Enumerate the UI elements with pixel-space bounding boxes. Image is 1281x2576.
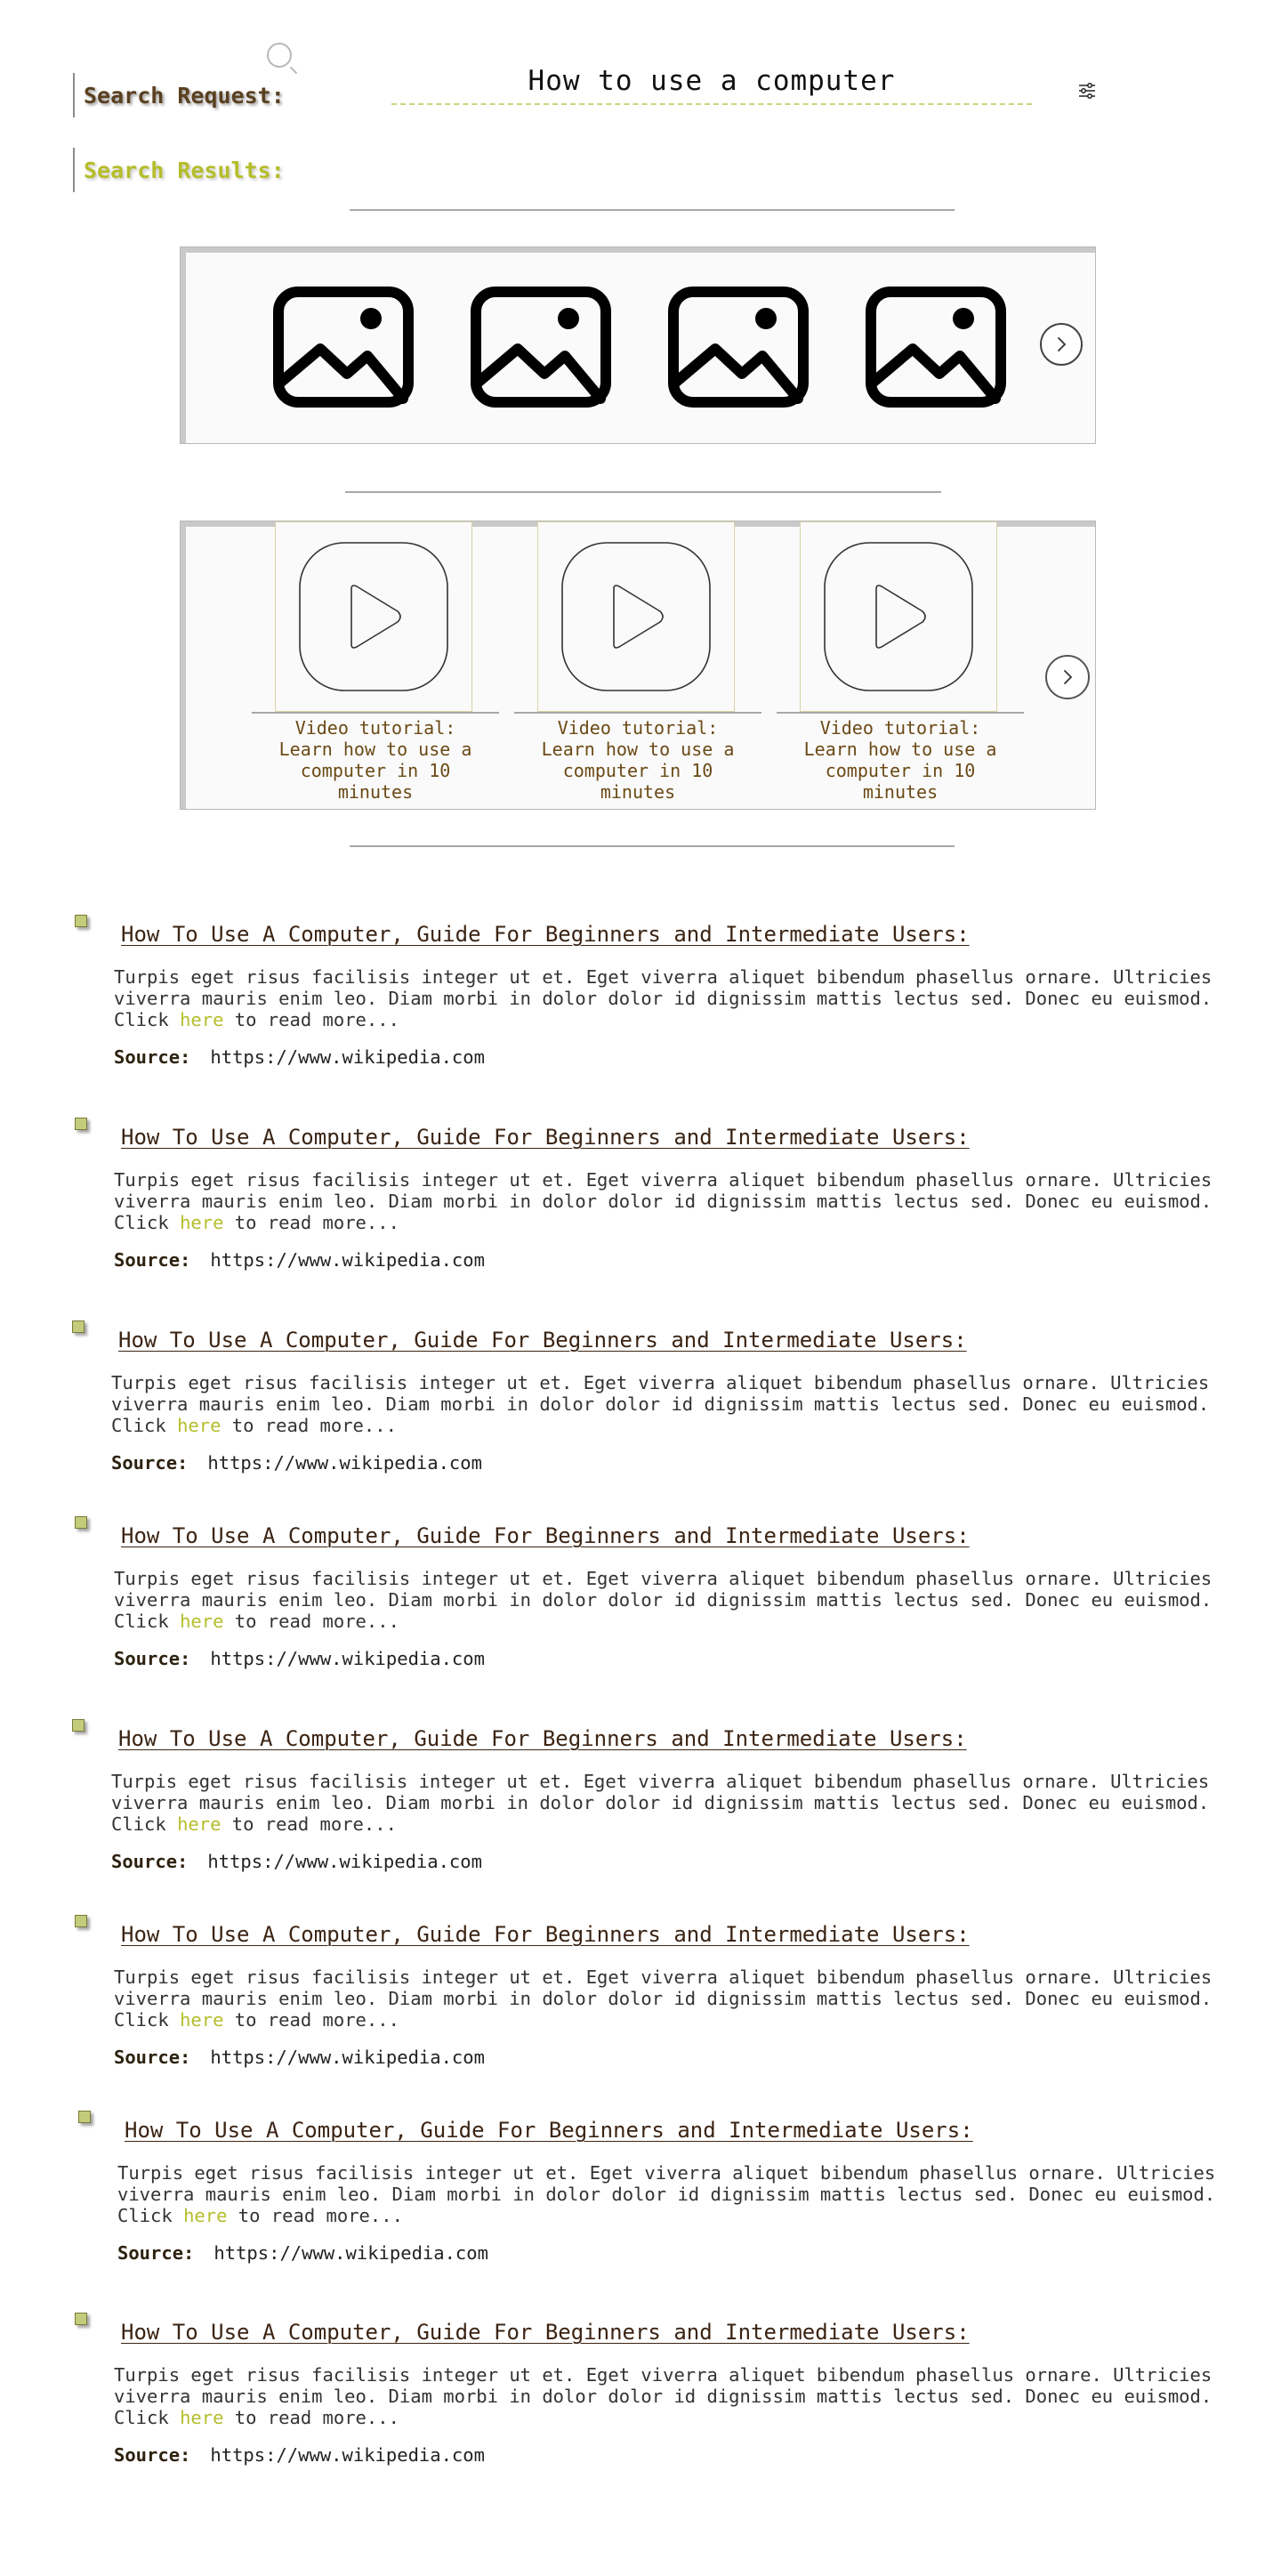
video-thumbnail[interactable] bbox=[275, 521, 472, 712]
source-label: Source: bbox=[111, 1851, 189, 1872]
result-description bbox=[114, 2364, 1235, 2428]
search-result bbox=[72, 1719, 1229, 1872]
result-desc-text: Turpis eget risus facilisis integer ut et. Eget viverra aliquet bibendum phasellus ornare. Ultricies viverra mauris enim leo. Diam morbi in dolor dolor id dignissim mattis lectus sed. Donec eu euismod. Click bbox=[117, 2162, 1216, 2226]
source-url[interactable]: https://www.wikipedia.com bbox=[210, 2444, 485, 2466]
result-source bbox=[114, 1648, 1231, 1669]
result-desc-text: Turpis eget risus facilisis integer ut et. Eget viverra aliquet bibendum phasellus ornare. Ultricies viverra mauris enim leo. Diam morbi in dolor dolor id dignissim mattis lectus sed. Donec eu euismod. Click bbox=[111, 1372, 1210, 1436]
play-icon bbox=[298, 541, 449, 692]
search-result bbox=[78, 2111, 1235, 2264]
chevron-right-icon bbox=[1054, 336, 1068, 352]
source-url[interactable]: https://www.wikipedia.com bbox=[214, 2242, 488, 2264]
result-description bbox=[111, 1372, 1232, 1436]
bullet-icon bbox=[75, 1516, 87, 1529]
result-source bbox=[114, 1249, 1231, 1271]
result-desc-tail: to read more... bbox=[223, 1611, 399, 1632]
play-icon bbox=[560, 541, 712, 692]
video-card[interactable] bbox=[777, 521, 1024, 803]
read-more-link[interactable]: here bbox=[180, 1212, 224, 1233]
result-desc-tail: to read more... bbox=[221, 1813, 397, 1835]
source-url[interactable]: https://www.wikipedia.com bbox=[207, 1851, 482, 1872]
search-result bbox=[75, 915, 1231, 1068]
divider bbox=[350, 209, 955, 211]
video-card[interactable] bbox=[252, 521, 499, 803]
source-url[interactable]: https://www.wikipedia.com bbox=[207, 1452, 482, 1474]
image-thumbnail[interactable] bbox=[864, 285, 1008, 409]
image-icon bbox=[271, 285, 415, 409]
video-card[interactable] bbox=[514, 521, 761, 803]
result-source bbox=[114, 1046, 1231, 1068]
bullet-icon bbox=[75, 1915, 87, 1927]
result-desc-text: Turpis eget risus facilisis integer ut et. Eget viverra aliquet bibendum phasellus ornare. Ultricies viverra mauris enim leo. Diam morbi in dolor dolor id dignissim mattis lectus sed. Donec eu euismod. Click bbox=[114, 1568, 1213, 1632]
read-more-link[interactable]: here bbox=[177, 1415, 222, 1436]
chevron-right-icon bbox=[1060, 669, 1075, 685]
search-icon bbox=[267, 43, 292, 68]
result-desc-text: Turpis eget risus facilisis integer ut et. Eget viverra aliquet bibendum phasellus ornare. Ultricies viverra mauris enim leo. Diam morbi in dolor dolor id dignissim mattis lectus sed. Donec eu euismod. Click bbox=[114, 966, 1213, 1030]
source-url[interactable]: https://www.wikipedia.com bbox=[210, 1046, 485, 1068]
result-desc-tail: to read more... bbox=[223, 2407, 399, 2428]
source-url[interactable]: https://www.wikipedia.com bbox=[210, 1648, 485, 1669]
source-label: Source: bbox=[114, 2047, 191, 2068]
result-title-link[interactable]: How To Use A Computer, Guide For Beginners and Intermediate Users: bbox=[121, 2320, 970, 2345]
result-desc-text: Turpis eget risus facilisis integer ut et. Eget viverra aliquet bibendum phasellus ornare. Ultricies viverra mauris enim leo. Diam morbi in dolor dolor id dignissim mattis lectus sed. Donec eu euismod. Click bbox=[111, 1771, 1210, 1835]
result-desc-tail: to read more... bbox=[223, 2009, 399, 2031]
video-caption[interactable]: Video tutorial: Learn how to use a computer in 10 minutes bbox=[803, 717, 997, 803]
bullet-icon bbox=[72, 1320, 85, 1333]
result-desc-text: Turpis eget risus facilisis integer ut et. Eget viverra aliquet bibendum phasellus ornare. Ultricies viverra mauris enim leo. Diam morbi in dolor dolor id dignissim mattis lectus sed. Donec eu euismod. Click bbox=[114, 1966, 1213, 2031]
result-title-link[interactable]: How To Use A Computer, Guide For Beginners and Intermediate Users: bbox=[125, 2118, 973, 2143]
result-description bbox=[111, 1771, 1232, 1835]
result-desc-text: Turpis eget risus facilisis integer ut et. Eget viverra aliquet bibendum phasellus ornare. Ultricies viverra mauris enim leo. Diam morbi in dolor dolor id dignissim mattis lectus sed. Donec eu euismod. Click bbox=[114, 1169, 1213, 1233]
result-description bbox=[114, 1169, 1235, 1233]
image-thumbnail[interactable] bbox=[271, 285, 415, 409]
result-source bbox=[117, 2242, 1235, 2264]
video-caption[interactable]: Video tutorial: Learn how to use a computer in 10 minutes bbox=[541, 717, 735, 803]
search-result bbox=[75, 1516, 1231, 1669]
bullet-icon bbox=[75, 915, 87, 927]
video-carousel-next-button[interactable] bbox=[1045, 655, 1090, 699]
filter-settings-icon[interactable] bbox=[1078, 82, 1096, 103]
search-result bbox=[75, 2313, 1231, 2466]
image-carousel bbox=[180, 246, 1096, 444]
result-title-link[interactable]: How To Use A Computer, Guide For Beginners and Intermediate Users: bbox=[118, 1328, 967, 1353]
read-more-link[interactable]: here bbox=[180, 1009, 224, 1030]
image-thumbnail[interactable] bbox=[666, 285, 810, 409]
search-request-label-text: Search Request: bbox=[84, 82, 285, 109]
search-request-label bbox=[73, 73, 285, 117]
read-more-link[interactable]: here bbox=[183, 2205, 228, 2226]
play-icon bbox=[823, 541, 974, 692]
result-desc-tail: to read more... bbox=[227, 2205, 403, 2226]
video-thumbnail[interactable] bbox=[537, 521, 735, 712]
result-source bbox=[111, 1452, 1229, 1474]
source-label: Source: bbox=[111, 1452, 189, 1474]
result-title-link[interactable]: How To Use A Computer, Guide For Beginners and Intermediate Users: bbox=[121, 1922, 970, 1947]
result-source bbox=[114, 2444, 1231, 2466]
video-carousel bbox=[180, 521, 1096, 810]
result-description bbox=[114, 1966, 1235, 2031]
result-title-link[interactable]: How To Use A Computer, Guide For Beginners and Intermediate Users: bbox=[118, 1726, 967, 1751]
search-result bbox=[75, 1915, 1231, 2068]
source-label: Source: bbox=[114, 1046, 191, 1068]
read-more-link[interactable]: here bbox=[180, 1611, 224, 1632]
result-title-link[interactable]: How To Use A Computer, Guide For Beginners and Intermediate Users: bbox=[121, 1523, 970, 1548]
result-description bbox=[114, 1568, 1235, 1632]
search-result bbox=[75, 1118, 1231, 1271]
search-input[interactable]: How to use a computer bbox=[391, 59, 1032, 105]
divider bbox=[345, 491, 941, 493]
source-label: Source: bbox=[114, 1648, 191, 1669]
result-desc-text: Turpis eget risus facilisis integer ut et. Eget viverra aliquet bibendum phasellus ornare. Ultricies viverra mauris enim leo. Diam morbi in dolor dolor id dignissim mattis lectus sed. Donec eu euismod. Click bbox=[114, 2364, 1213, 2428]
bullet-icon bbox=[75, 1118, 87, 1130]
image-icon bbox=[469, 285, 613, 409]
bullet-icon bbox=[78, 2111, 91, 2123]
result-title-link[interactable]: How To Use A Computer, Guide For Beginners and Intermediate Users: bbox=[121, 1125, 970, 1150]
result-description bbox=[114, 966, 1235, 1030]
read-more-link[interactable]: here bbox=[180, 2407, 224, 2428]
bullet-icon bbox=[72, 1719, 85, 1732]
source-label: Source: bbox=[117, 2242, 195, 2264]
image-icon bbox=[666, 285, 810, 409]
source-url[interactable]: https://www.wikipedia.com bbox=[210, 1249, 485, 1271]
read-more-link[interactable]: here bbox=[177, 1813, 222, 1835]
source-label: Source: bbox=[114, 1249, 191, 1271]
search-results-label bbox=[73, 148, 285, 192]
image-carousel-next-button[interactable] bbox=[1040, 323, 1083, 366]
bullet-icon bbox=[75, 2313, 87, 2325]
result-desc-tail: to read more... bbox=[223, 1009, 399, 1030]
image-icon bbox=[864, 285, 1008, 409]
result-source bbox=[114, 2047, 1231, 2068]
result-description bbox=[117, 2162, 1238, 2226]
search-results-label-text: Search Results: bbox=[84, 157, 285, 183]
video-thumbnail[interactable] bbox=[800, 521, 997, 712]
result-title-link[interactable]: How To Use A Computer, Guide For Beginners and Intermediate Users: bbox=[121, 922, 970, 947]
source-label: Source: bbox=[114, 2444, 191, 2466]
video-caption[interactable]: Video tutorial: Learn how to use a computer in 10 minutes bbox=[278, 717, 472, 803]
image-thumbnail[interactable] bbox=[469, 285, 613, 409]
source-url[interactable]: https://www.wikipedia.com bbox=[210, 2047, 485, 2068]
read-more-link[interactable]: here bbox=[180, 2009, 224, 2031]
search-result bbox=[72, 1320, 1229, 1474]
result-desc-tail: to read more... bbox=[223, 1212, 399, 1233]
result-desc-tail: to read more... bbox=[221, 1415, 397, 1436]
divider bbox=[350, 845, 955, 847]
result-source bbox=[111, 1851, 1229, 1872]
